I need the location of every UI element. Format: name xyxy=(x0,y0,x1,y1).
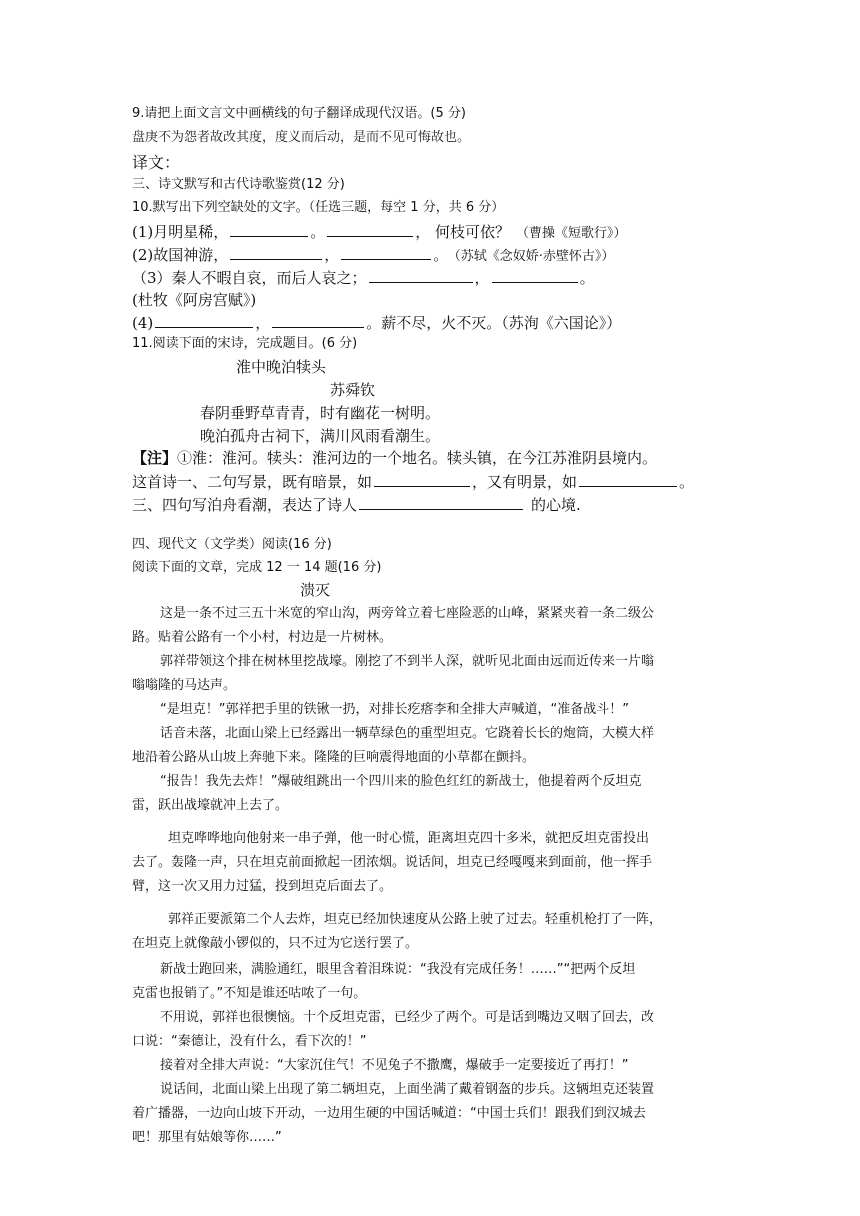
story-line: 地沿着公路从山坡上奔驰下来。隆隆的巨响震得地面的小草都在颤抖。 xyxy=(132,750,536,765)
q10-item-1-text-b: 。 xyxy=(310,223,326,241)
story-line: 郭祥正要派第二个人去炸，坦克已经加快速度从公路上驶了过去。轻重机枪打了一阵， xyxy=(168,912,663,927)
story-line: 臂，这一次又用力过猛，投到坦克后面去了。 xyxy=(132,879,393,894)
section-4-instruction: 阅读下面的文章，完成 12 一 14 题(16 分) xyxy=(132,560,382,575)
story-line: 去了。轰隆一声，只在坦克前面掀起一团浓烟。说话间，坦克已经嘎嘎来到面前，他一挥手 xyxy=(132,855,653,870)
story-line: 不用说，郭祥也很懊恼。十个反坦克雷，已经少了两个。可是话到嘴边又咽了回去，改 xyxy=(160,1010,655,1025)
q10-item-1 xyxy=(132,222,627,242)
story-line: 口说：“秦德让，没有什么，看下次的！” xyxy=(132,1034,367,1049)
story-line: 接着对全排大声说：“大家沉住气！不见兔子不撒鹰，爆破手一定要接近了再打！” xyxy=(160,1058,629,1073)
story-line: 这是一条不过三五十米宽的窄山沟，两旁耸立着七座险恶的山峰，紧紧夹着一条二级公 xyxy=(160,606,655,621)
q10-item-1-text-a: (1)月明星稀， xyxy=(132,223,229,241)
section-4-heading: 四、现代文（文学类）阅读(16 分) xyxy=(132,537,332,552)
q10-item-3 xyxy=(132,268,595,287)
classical-sentence: 盘庚不为怨者故改其度，度义而后动，是而不见可悔故也。 xyxy=(132,130,471,145)
q10-item-2-text-a: (2)故国神游， xyxy=(132,246,229,264)
story-line: 话音未落，北面山梁上已经露出一辆草绿色的重型坦克。它跷着长长的炮筒，大模大样 xyxy=(160,726,655,741)
story-title: 溃灭 xyxy=(300,581,331,599)
note-text: ①淮：淮河。犊头：淮河边的一个地名。犊头镇，在今江苏淮阴县境内。 xyxy=(177,449,658,467)
q10-item-4-text-b: ， xyxy=(255,314,271,332)
q10-item-3-text-a: （3）秦人不暇自哀，而后人哀之； xyxy=(132,269,367,287)
story-line: 坦克哗哗地向他射来一串子弹，他一时心慌，距离坦克四十多米，就把反坦克雷投出 xyxy=(168,831,650,846)
story-line: 雷，跃出战壕就冲上去了。 xyxy=(132,798,289,813)
answer-blank[interactable] xyxy=(327,222,413,237)
poem-title: 淮中晚泊犊头 xyxy=(236,358,327,376)
story-line: 嗡嗡隆的马达声。 xyxy=(132,678,237,693)
question-11: 11.阅读下面的宋诗，完成题目。(6 分) xyxy=(132,336,358,351)
q11-task-text-d: 三、四句写泊舟看潮，表达了诗人 xyxy=(132,496,358,514)
q10-item-2 xyxy=(132,245,614,265)
q10-item-4 xyxy=(132,313,621,332)
q10-item-3-text-b: ， xyxy=(474,269,490,287)
answer-blank[interactable] xyxy=(374,472,470,487)
q10-item-3-source: (杜牧《阿房宫赋》) xyxy=(132,291,257,309)
answer-blank[interactable] xyxy=(492,268,578,283)
answer-blank[interactable] xyxy=(155,313,253,328)
answer-blank[interactable] xyxy=(230,222,308,237)
story-line: “是坦克！”郭祥把手里的铁锹一扔，对排长疙瘩李和全排大声喊道，“准备战斗！” xyxy=(160,702,629,717)
answer-blank[interactable] xyxy=(359,495,523,510)
translation-label: 译文： xyxy=(132,153,181,172)
q11-task-1 xyxy=(132,472,694,491)
answer-blank[interactable] xyxy=(341,245,431,260)
answer-blank[interactable] xyxy=(369,268,473,283)
story-line: 吧！那里有姑娘等你……” xyxy=(132,1130,282,1145)
q11-task-2 xyxy=(132,495,581,514)
q10-item-2-text-b: ， xyxy=(324,246,340,264)
answer-blank[interactable] xyxy=(272,313,364,328)
story-line: 着广播器，一边向山坡下开动，一边用生硬的中国话喊道：“中国士兵们！跟我们到汉城去 xyxy=(132,1106,646,1121)
question-10: 10.默写出下列空缺处的文字。（任选三题，每空 1 分，共 6 分） xyxy=(132,200,505,215)
section-3-heading: 三、诗文默写和古代诗歌鉴赏(12 分) xyxy=(132,177,345,192)
q10-item-1-source: （曹操《短歌行》） xyxy=(516,226,627,241)
question-9: 9.请把上面文言文中画横线的句子翻译成现代汉语。(5 分) xyxy=(132,106,466,121)
story-line: 克雷也报销了。”不知是谁还咕哝了一句。 xyxy=(132,986,367,1001)
q11-task-text-b: ，又有明景，如 xyxy=(472,473,578,491)
story-line: 郭祥带领这个排在树林里挖战壕。刚挖了不到半人深，就听见北面由远而近传来一片嗡 xyxy=(160,654,655,669)
poem-note xyxy=(132,449,657,467)
q10-item-4-text-c: 。薪不尽，火不灭。（苏洵《六国论》） xyxy=(366,314,622,332)
poem-line-1: 春阴垂野草青青，时有幽花一树明。 xyxy=(200,404,441,422)
story-line: 说话间，北面山梁上出现了第二辆坦克，上面坐满了戴着钢盔的步兵。这辆坦克还装置 xyxy=(160,1082,655,1097)
q11-task-text-c: 。 xyxy=(679,473,695,491)
story-line: “报告！我先去炸！”爆破组跳出一个四川来的脸色红红的新战士，他提着两个反坦克 xyxy=(160,774,642,789)
q10-item-3-text-c: 。 xyxy=(579,269,595,287)
poem-line-2: 晚泊孤舟古祠下，满川风雨看潮生。 xyxy=(200,427,441,445)
q10-item-2-source: （苏轼《念奴娇·赤壁怀古》） xyxy=(454,249,615,264)
story-line: 新战士跑回来，满脸通红，眼里含着泪珠说：“我没有完成任务！……”“把两个反坦 xyxy=(160,962,636,977)
answer-blank[interactable] xyxy=(230,245,322,260)
q10-item-4-text-a: (4) xyxy=(132,314,154,332)
q10-item-2-text-c: 。 xyxy=(433,246,449,264)
q10-item-1-text-c: ， 何枝可依？ xyxy=(415,223,511,241)
answer-blank[interactable] xyxy=(579,472,677,487)
story-line: 在坦克上就像敲小锣似的，只不过为它送行罢了。 xyxy=(132,936,419,951)
note-label: 【注】 xyxy=(132,449,178,467)
story-line: 路。贴着公路有一个小村，村边是一片树林。 xyxy=(132,630,393,645)
q11-task-text-e: 的心境. xyxy=(531,496,581,514)
q11-task-text-a: 这首诗一、二句写景，既有暗景，如 xyxy=(132,473,373,491)
poem-author: 苏舜钦 xyxy=(330,381,376,399)
